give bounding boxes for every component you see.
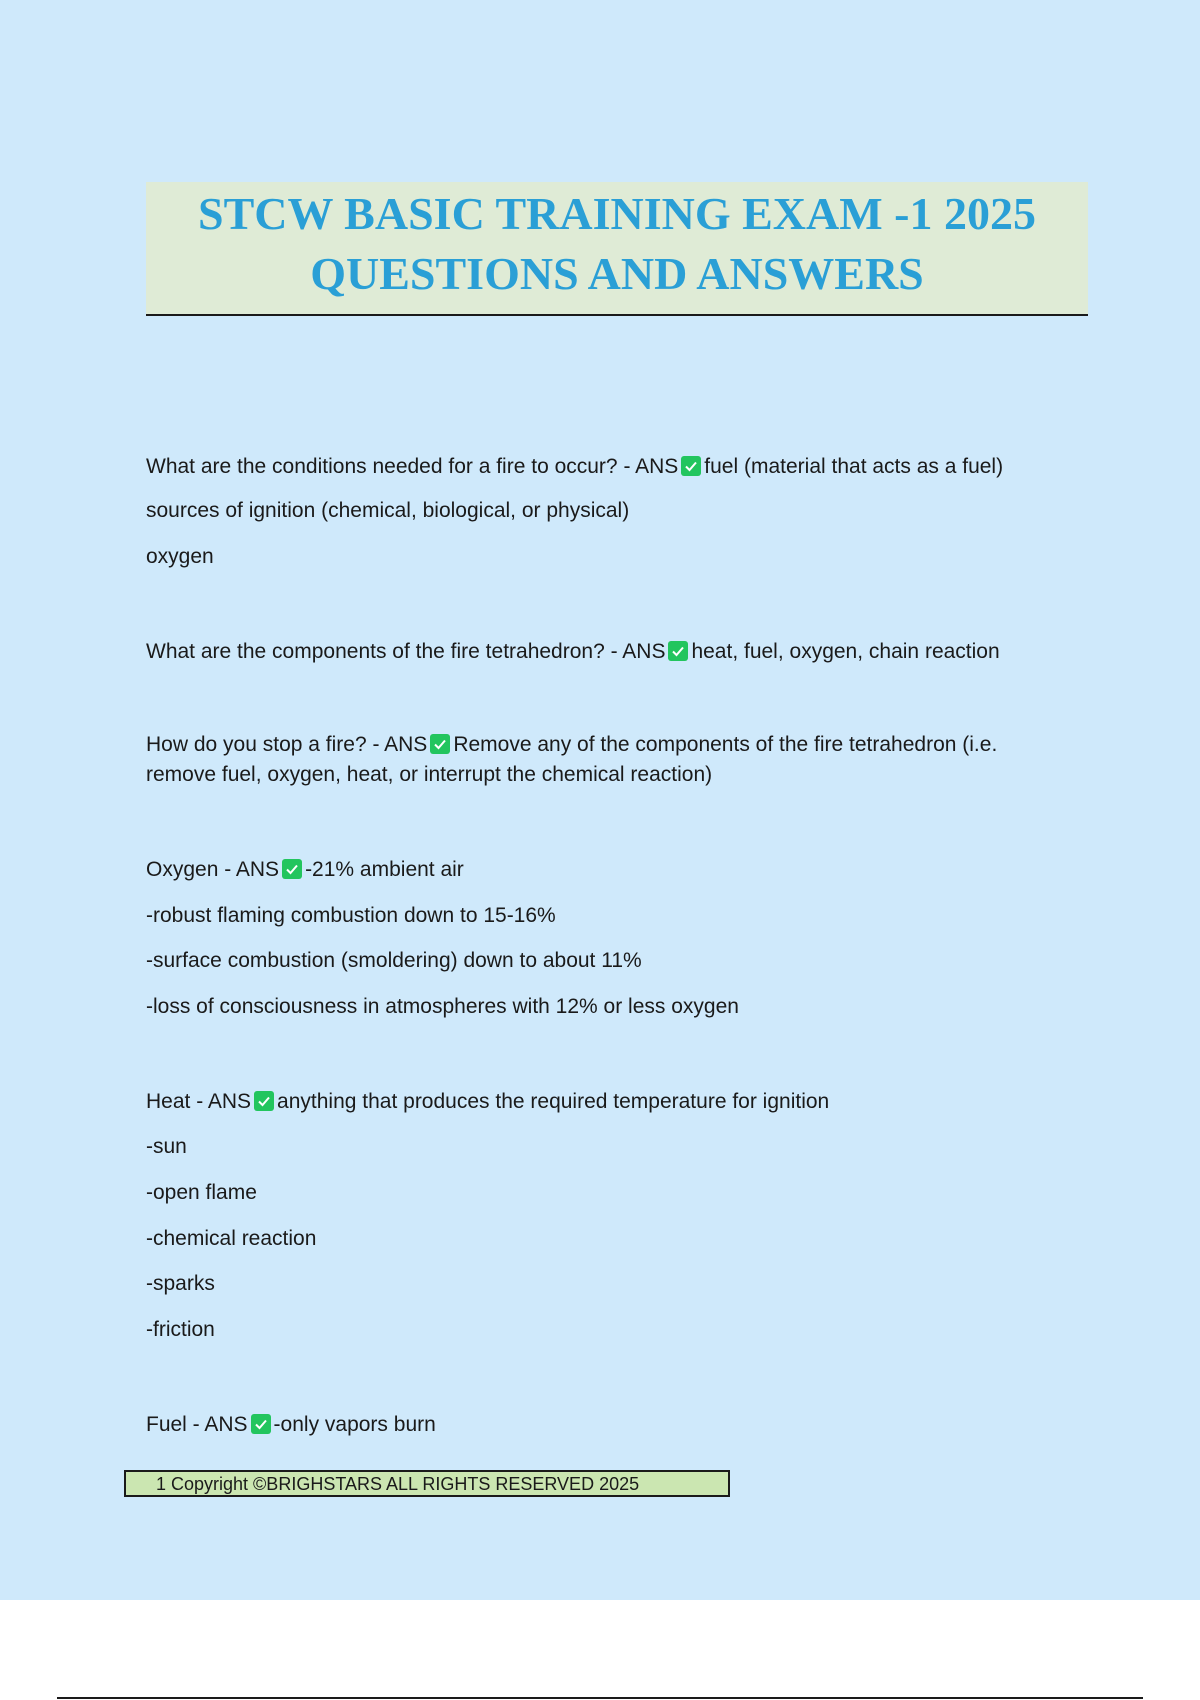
title-banner — [146, 182, 1088, 316]
check-icon — [430, 734, 450, 754]
check-icon — [254, 1091, 274, 1111]
qa-question-line — [146, 637, 1000, 667]
bottom-divider — [57, 1697, 1143, 1699]
answer-text: Remove any of the components of the fire tetrahedron (i.e. — [453, 733, 998, 756]
question-text: What are the conditions needed for a fire to occur? - ANS — [146, 455, 679, 478]
check-icon — [251, 1414, 271, 1434]
answer-line: -open flame — [146, 1181, 257, 1204]
qa-question-line — [146, 1410, 436, 1440]
qa-question-line — [146, 855, 464, 885]
answer-line: oxygen — [146, 545, 214, 568]
title-line-1: STCW BASIC TRAINING EXAM -1 2025 — [198, 188, 1036, 239]
question-text: Oxygen - ANS — [146, 858, 280, 881]
answer-line: -friction — [146, 1318, 215, 1341]
answer-line: sources of ignition (chemical, biological, or physical) — [146, 499, 630, 522]
answer-text: fuel (material that acts as a fuel) — [704, 455, 1004, 478]
title-line-2: QUESTIONS AND ANSWERS — [310, 248, 924, 299]
answer-line: -chemical reaction — [146, 1227, 317, 1250]
answer-line: -loss of consciousness in atmospheres with 12% or less oxygen — [146, 995, 739, 1018]
answer-text: -only vapors burn — [273, 1413, 436, 1436]
answer-text: heat, fuel, oxygen, chain reaction — [691, 640, 1000, 663]
check-icon — [282, 859, 302, 879]
qa-question-line — [146, 730, 997, 760]
check-icon — [681, 456, 701, 476]
question-text: How do you stop a fire? - ANS — [146, 733, 428, 756]
answer-line: -surface combustion (smoldering) down to about 11% — [146, 949, 642, 972]
answer-line: -sparks — [146, 1272, 215, 1295]
copyright-footer: 1 Copyright ©BRIGHSTARS ALL RIGHTS RESERVED 2025 — [124, 1470, 730, 1497]
answer-line: remove fuel, oxygen, heat, or interrupt the chemical reaction) — [146, 763, 713, 786]
qa-question-line — [146, 452, 1003, 482]
answer-line: -sun — [146, 1135, 187, 1158]
question-text: Fuel - ANS — [146, 1413, 248, 1436]
answer-line: -robust flaming combustion down to 15-16% — [146, 904, 556, 927]
qa-question-line — [146, 1087, 829, 1117]
answer-text: -21% ambient air — [305, 858, 464, 881]
answer-text: anything that produces the required temperature for ignition — [277, 1090, 830, 1113]
check-icon — [668, 641, 688, 661]
question-text: What are the components of the fire tetrahedron? - ANS — [146, 640, 666, 663]
question-text: Heat - ANS — [146, 1090, 252, 1113]
